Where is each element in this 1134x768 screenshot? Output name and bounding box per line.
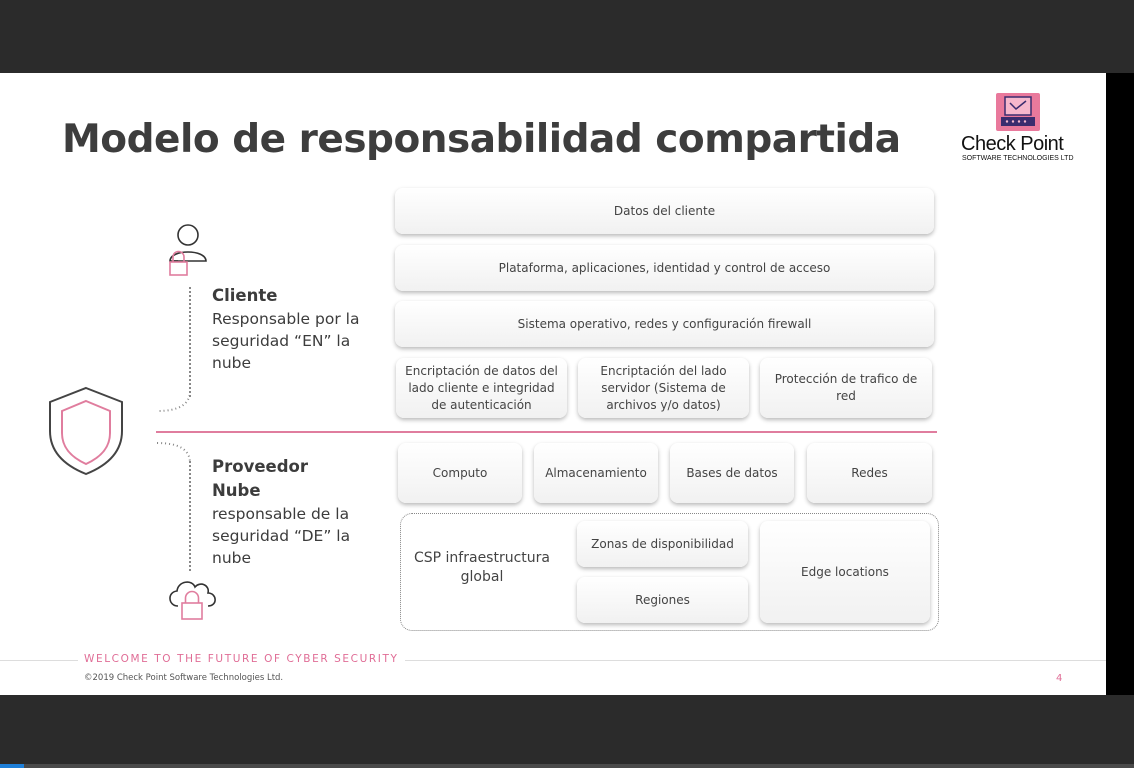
shield-icon — [46, 385, 126, 477]
service-databases: Bases de datos — [670, 443, 794, 503]
logo-name: Check Point — [961, 133, 1064, 155]
logo-subtitle: SOFTWARE TECHNOLOGIES LTD — [962, 155, 1074, 162]
customer-role-desc-line: nube — [212, 354, 252, 372]
edge-locations: Edge locations — [760, 521, 930, 623]
service-storage: Almacenamiento — [534, 443, 658, 503]
check-point-logo-icon — [996, 93, 1040, 131]
presentation-slide — [0, 73, 1106, 695]
customer-bracket-line — [189, 287, 191, 397]
encryption-client-side: Encriptación de datos del lado cliente e integridad de autenticación — [396, 358, 567, 418]
user-lock-icon — [164, 221, 214, 283]
customer-responsibility — [212, 284, 359, 374]
playback-progress-track[interactable] — [0, 764, 1134, 768]
responsibility-divider — [156, 431, 937, 433]
layer-customer-data: Datos del cliente — [395, 188, 934, 234]
provider-bracket-line — [189, 461, 191, 571]
csp-infrastructure-label: CSP infraestructura global — [413, 550, 550, 585]
footer-copyright: ©2019 Check Point Software Technologies Ltd. — [84, 673, 284, 683]
customer-role-desc-line: Responsable por la — [212, 310, 360, 328]
viewer-right-edge — [1106, 73, 1134, 695]
viewer-top-bar — [0, 0, 1134, 73]
customer-role-desc-line: seguridad “EN” la — [212, 332, 351, 350]
footer-tagline: WELCOME TO THE FUTURE OF CYBER SECURITY — [78, 653, 405, 665]
page-number: 4 — [1056, 673, 1063, 684]
service-networks: Redes — [807, 443, 932, 503]
provider-role-desc-line: seguridad “DE” la — [212, 527, 351, 545]
customer-role-name: Cliente — [212, 286, 278, 305]
customer-bracket-curve — [155, 391, 193, 415]
check-point-logo — [952, 91, 1082, 171]
layer-os-network: Sistema operativo, redes y configuración firewall — [395, 301, 934, 347]
provider-role-desc-line: nube — [212, 549, 252, 567]
playback-progress-fill — [0, 764, 24, 768]
provider-role-name-line: Proveedor — [212, 457, 308, 476]
provider-bracket-curve — [155, 441, 193, 465]
availability-zones: Zonas de disponibilidad — [577, 521, 748, 567]
provider-responsibility — [212, 455, 350, 569]
provider-role-desc-line: responsable de la — [212, 505, 350, 523]
layer-platform-apps: Plataforma, aplicaciones, identidad y control de acceso — [395, 245, 934, 291]
encryption-server-side: Encriptación del lado servidor (Sistema de archivos y/o datos) — [578, 358, 749, 418]
regions: Regiones — [577, 577, 748, 623]
slide-title: Modelo de responsabilidad compartida — [62, 117, 901, 162]
service-compute: Computo — [398, 443, 522, 503]
provider-role-name-line: Nube — [212, 481, 261, 500]
viewer-bottom-bar — [0, 695, 1134, 768]
network-traffic-protection: Protección de trafico de red — [760, 358, 932, 418]
cloud-lock-icon — [164, 576, 220, 624]
